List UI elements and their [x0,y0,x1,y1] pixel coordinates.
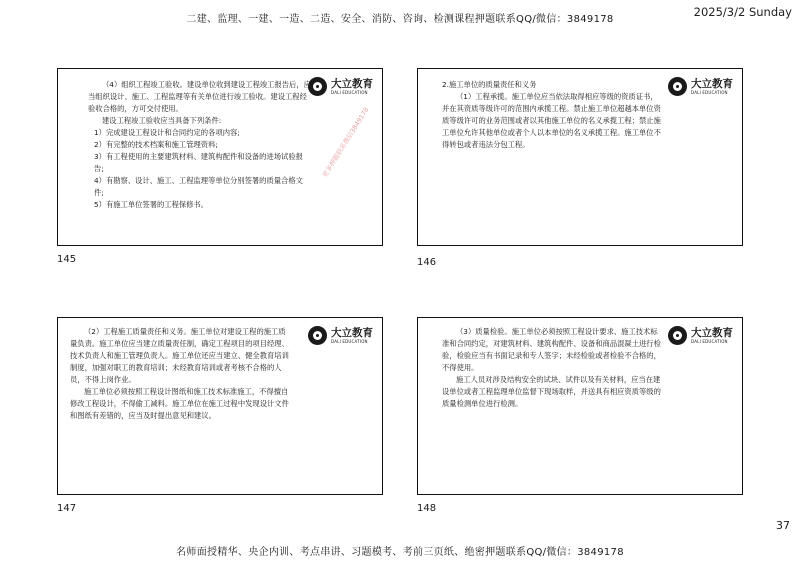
dali-logo [668,76,734,98]
logo-text-cn: 大立教育 [691,78,733,90]
slide-body [70,326,292,422]
logo-text-en: DALI EDUCATION [691,90,728,95]
logo-text-cn: 大立教育 [331,78,373,90]
slide-145 [57,68,383,246]
footer-text: 名师面授精华、央企内训、考点串讲、习题模考、考前三页纸、绝密押题联系QQ/微信：3849178 [176,547,624,558]
paragraph: （3）质量检验。施工单位必须按照工程设计要求、施工技术标准和合同约定，对建筑材料、建筑构配件、设备和商品混凝土进行检验，检验应当有书面记录和专人签字；未经检验或者检验不合格的，不得使用。 [442,327,661,372]
logo-text-en: DALI EDUCATION [331,339,368,344]
slide-number: 148 [417,503,437,514]
logo-text-cn: 大立教育 [691,327,733,339]
list-item: 1）完成建设工程设计和合同约定的各项内容; [94,128,240,137]
list-item: 3）有工程使用的主要建筑材料、建筑构配件和设备的进场试验报告; [94,152,303,173]
slide-body [442,326,664,410]
paragraph: 施工单位必须按照工程设计图纸和施工技术标准施工，不得擅自修改工程设计，不得偷工减料。施工单位在施工过程中发现设计文件和图纸有差错的，应当及时提出意见和建议。 [70,387,289,420]
section-heading: 2.施工单位的质量责任和义务 [442,80,537,89]
paragraph: （1）工程承揽。施工单位应当依法取得相应等级的资质证书，并在其资质等级许可的范围内承揽工程。禁止施工单位超越本单位资质等级许可的业务范围或者以其他施工单位的名义承揽工程；禁止施工单位允许其他单位或者个人以本单位的名义承揽工程。施工单位不得转包或者违法分包工程。 [442,92,661,149]
list-item: 2）有完整的技术档案和施工管理资料; [94,140,218,149]
dali-emblem-icon [308,326,327,345]
logo-text-cn: 大立教育 [331,327,373,339]
logo-text-en: DALI EDUCATION [691,339,728,344]
slide-148 [417,317,743,495]
slide-147 [57,317,383,495]
logo-text-en: DALI EDUCATION [331,90,368,95]
slide-number: 145 [57,254,77,265]
list-item: 4）有勘察、设计、施工、工程监理等单位分别签署的质量合格文件; [94,176,303,197]
dali-logo [308,325,374,347]
slide-body [442,79,664,151]
dali-emblem-icon [668,77,687,96]
slide-number: 146 [417,257,437,268]
paragraph: 建设工程竣工验收应当具备下列条件: [102,116,222,125]
dali-logo [668,325,734,347]
paragraph: （2）工程施工质量责任和义务。施工单位对建设工程的施工质量负责。施工单位应当建立质量责任制，确定工程项目的项目经理、技术负责人和施工管理负责人。施工单位还应当建立、健全教育培训制度，加强对职工的教育培训；未经教育培训或者考核不合格的人员，不得上岗作业。 [70,327,289,384]
header-date: 2025/3/2 Sunday [693,5,792,19]
dali-emblem-icon [668,326,687,345]
paragraph: 施工人员对涉及结构安全的试块、试件以及有关材料，应当在建设单位或者工程监理单位监督下现场取样，并送具有相应资质等级的质量检测单位进行检测。 [442,375,661,408]
slide-body [88,79,312,211]
watermark: 更多押题联系微信3849178 [320,105,371,179]
header-title: 二建、监理、一建、一造、二造、安全、消防、咨询、检测课程押题联系QQ/微信：3849178 [186,14,614,25]
list-item: 5）有施工单位签署的工程保修书。 [94,200,209,209]
slide-number: 147 [57,503,77,514]
paragraph: （4）组织工程竣工验收。建设单位收到建设工程竣工报告后，应当组织设计、施工、工程监理等有关单位进行竣工验收。建设工程经验收合格的，方可交付使用。 [88,80,311,113]
dali-logo [308,76,374,98]
slide-146 [417,68,743,246]
page-number: 37 [776,519,790,532]
